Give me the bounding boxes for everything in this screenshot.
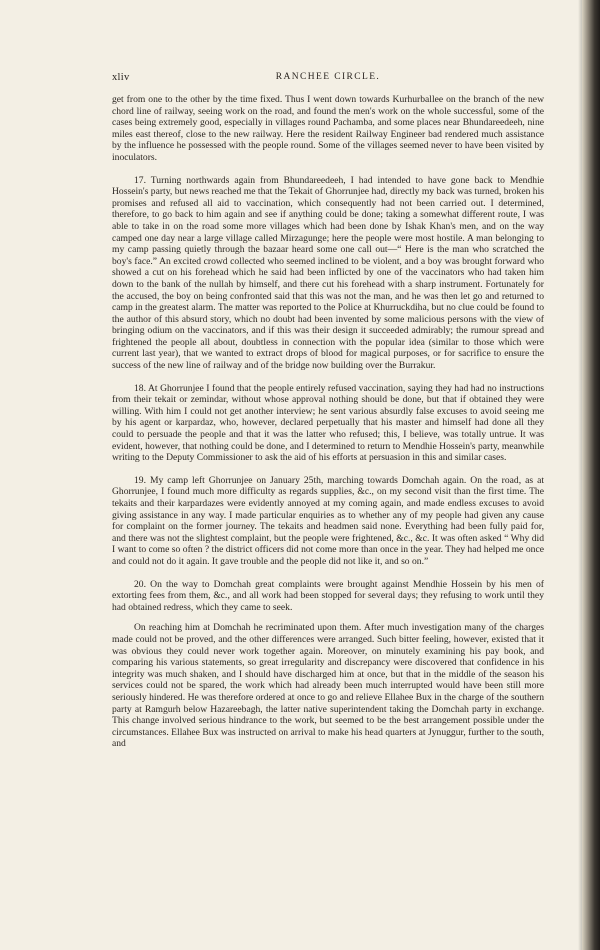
- running-head: [112, 72, 544, 86]
- page-body: [112, 72, 544, 750]
- paragraph-continuation: get from one to the other by the time fixed. Thus I went down towards Kurhurballee on the branch of the new chord line of railway, seeing work on the road, and found the men's work on the whole successful, some of the cases being extremely good, especially in villages round Pachamba, and some places near Bhundareedeeh, nine miles east thereof, close to the new railway. Here the resident Railway Engineer bad rendered much assistance by the influence he possessed with the people round. Some of the villages seemed never to have been visited by inoculators.: [112, 94, 544, 163]
- book-spine: [582, 0, 600, 950]
- paragraph-20-continued: On reaching him at Domchah he recriminated upon them. After much investigation many of the charges made could not be proved, and the other differences were arranged. Such bitter feeling, however, existed that it was obvious they could never work together again. Moreover, on minutely examining his pay book, and comparing his various statements, so great irregularity and discrepancy were discovered that confidence in his integrity was much shaken, and I should have discharged him at once, but that in the middle of the season his services could not be spared, the work which had already been much interrupted would have been still more seriously hindered. He was therefore ordered at once to go and relieve Ellahee Bux in the charge of the southern party at Ramgurh below Hazareebagh, the latter native superintendent taking the Domchah party in exchange. This change involved serious hindrance to the work, but seemed to be the best arrangement possible under the circumstances. Ellahee Bux was instructed on arrival to make his head quarters at Jynuggur, further to the south, and: [112, 622, 544, 750]
- paragraph-18: 18. At Ghorrunjee I found that the people entirely refused vaccination, saying they had had no instructions from their tekait or zemindar, without whose approval nothing should be done, but that if obtained they were willing. With him I could not get another interview; he sent various absurdly false excuses to avoid seeing me by his agent or karpardaz, who, however, declared perpetually that his master and himself had done all they could to persuade the people and that it was the latter who refused; this, I believe, was totally untrue. It was evident, however, that nothing could be done, and I determined to return to Mendhie Hossein's party, meanwhile writing to the Deputy Commissioner to ask the aid of his efforts at persuasion in this and similar cases.: [112, 382, 544, 464]
- paragraph-17: 17. Turning northwards again from Bhundareedeeh, I had intended to have gone back to Mendhie Hossein's party, but news reached me that the Tekait of Ghorrunjee had, directly my back was turned, broken his promises and refused all aid to vaccination, which consequently had not been carried out. I determined, therefore, to go back to him again and see if anything could be done; taking a somewhat different route, I was able to take in on the road some more villages which had been done by Ishak Khan's men, and on the way camped one day near a large village called Mirzagunge; here the people were most hostile. A man belonging to my camp passing quietly through the bazaar heard some one call out—“ Here is the man who scratched the boy's face.” An excited crowd collected who seemed inclined to be violent, and a boy was brought forward who showed a cut on his forehead which he said had been inflicted by one of the vaccinators who had taken him down to the bank of the nullah by himself, and there cut his forehead with a sharp instrument. Fortunately for the accused, the boy on being confronted said that this was not the man, and he was then let go and returned to camp in the greatest alarm. The matter was reported to the Police at Khurruckdiha, but no clue could be found to the author of this absurd story, which no doubt had been invented by some malicious persons with the view of bringing odium on the vaccinators, and if this was their design it succeeded admirably; the rumour spread and frightened the people all about, doubtless in connection with the popular idea (similar to those which were current last year), that we wanted to extract drops of blood for magical purposes, or for sacrifice to ensure the success of the new line of railway and of the bridge now building over the Burrakur.: [112, 174, 544, 372]
- paragraph-19: 19. My camp left Ghorrunjee on January 25th, marching towards Domchah again. On the road, as at Ghorrunjee, I found much more difficulty as regards supplies, &c., on my second visit than the first time. The tekaits and their karpardazes were evidently annoyed at my coming again, and made endless excuses to avoid giving assistance in any way. I made particular enquiries as to whether any of my people had given any cause for complaint on the former journey. The tekaits and headmen said none. Everything had been fully paid for, and there was not the slightest complaint, but the people were frightened, &c., &c. It was often asked “ Why did I want to come so often ? the district officers did not come more than once in the year. They had helped me once and could not do it again. It gave trouble and the people did not like it, and so on.”: [112, 474, 544, 567]
- running-title: RANCHEE CIRCLE.: [275, 72, 381, 82]
- paragraph-20: 20. On the way to Domchah great complaints were brought against Mendhie Hossein by his men of extorting fees from them, &c., and all work had been stopped for several days; they refusing to work until they had obtained redress, which they came to seek.: [112, 578, 544, 613]
- page-number: xliv: [112, 72, 130, 83]
